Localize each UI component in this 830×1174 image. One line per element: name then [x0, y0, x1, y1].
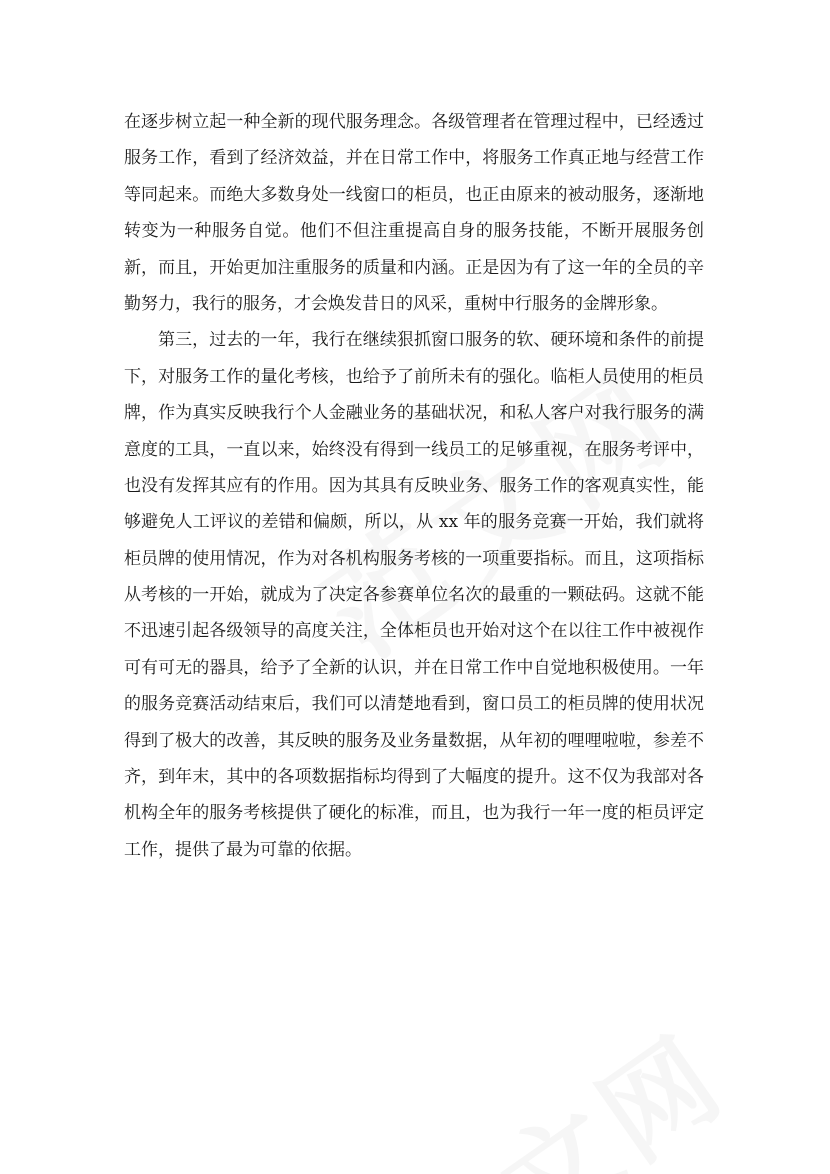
text-line: 也没有发挥其应有的作用。因为其具有反映业务、服务工作的客观真实性，能: [124, 475, 704, 496]
text-line: 机构全年的服务考核提供了硬化的标准，而且，也为我行一年一度的柜员评定: [124, 803, 704, 824]
text-line: 可有可无的器具，给予了全新的认识，并在日常工作中自觉地积极使用。一年: [124, 657, 704, 678]
text-line: 从考核的一开始，就成为了决定各参赛单位名次的最重的一颗砝码。这就不能: [124, 585, 704, 606]
text-line: 得到了极大的改善，其反映的服务及业务量数据，从年初的哩哩啦啦，参差不: [124, 730, 704, 751]
text-line: 牌，作为真实反映我行个人金融业务的基础状况，和私人客户对我行服务的满: [124, 403, 704, 424]
text-line: 下，对服务工作的量化考核，也给予了前所未有的强化。临柜人员使用的柜员: [124, 366, 704, 387]
watermark: [367, 991, 753, 1174]
text-line: 服务工作，看到了经济效益，并在日常工作中，将服务工作真正地与经营工作: [124, 148, 704, 169]
text-line: 柜员牌的使用情况，作为对各机构服务考核的一项重要指标。而且，这项指标: [124, 548, 704, 569]
paragraph: [124, 322, 704, 868]
text-line: 在逐步树立起一种全新的现代服务理念。各级管理者在管理过程中，已经透过: [124, 112, 704, 132]
text-line: 不迅速引起各级领导的高度关注，全体柜员也开始对这个在以往工作中被视作: [124, 621, 704, 642]
text-line: 的服务竞赛活动结束后，我们可以清楚地看到，窗口员工的柜员牌的使用状况: [124, 694, 704, 715]
paragraph: [124, 104, 704, 322]
text-line: 齐，到年末，其中的各项数据指标均得到了大幅度的提升。这不仅为我部对各: [124, 767, 704, 788]
text-line: 工作，提供了最为可靠的依据。: [124, 839, 362, 860]
text-line: 够避免人工评议的差错和偏颇，所以，从 xx 年的服务竞赛一开始，我们就将: [124, 512, 704, 533]
text-line: 新，而且，开始更加注重服务的质量和内涵。正是因为有了这一年的全员的辛: [124, 257, 704, 278]
document-body: [124, 104, 704, 868]
text-line: 勤努力，我行的服务，才会焕发昔日的风采，重树中行服务的金牌形象。: [124, 293, 668, 314]
text-line: 转变为一种服务自觉。他们不但注重提高自身的服务技能，不断开展服务创: [124, 221, 704, 242]
text-line: 意度的工具，一直以来，始终没有得到一线员工的足够重视，在服务考评中，: [124, 439, 704, 460]
text-line: 第三，过去的一年，我行在继续狠抓窗口服务的软、硬环境和条件的前提: [158, 330, 704, 351]
text-line: 等同起来。而绝大多数身处一线窗口的柜员，也正由原来的被动服务，逐渐地: [124, 184, 704, 205]
